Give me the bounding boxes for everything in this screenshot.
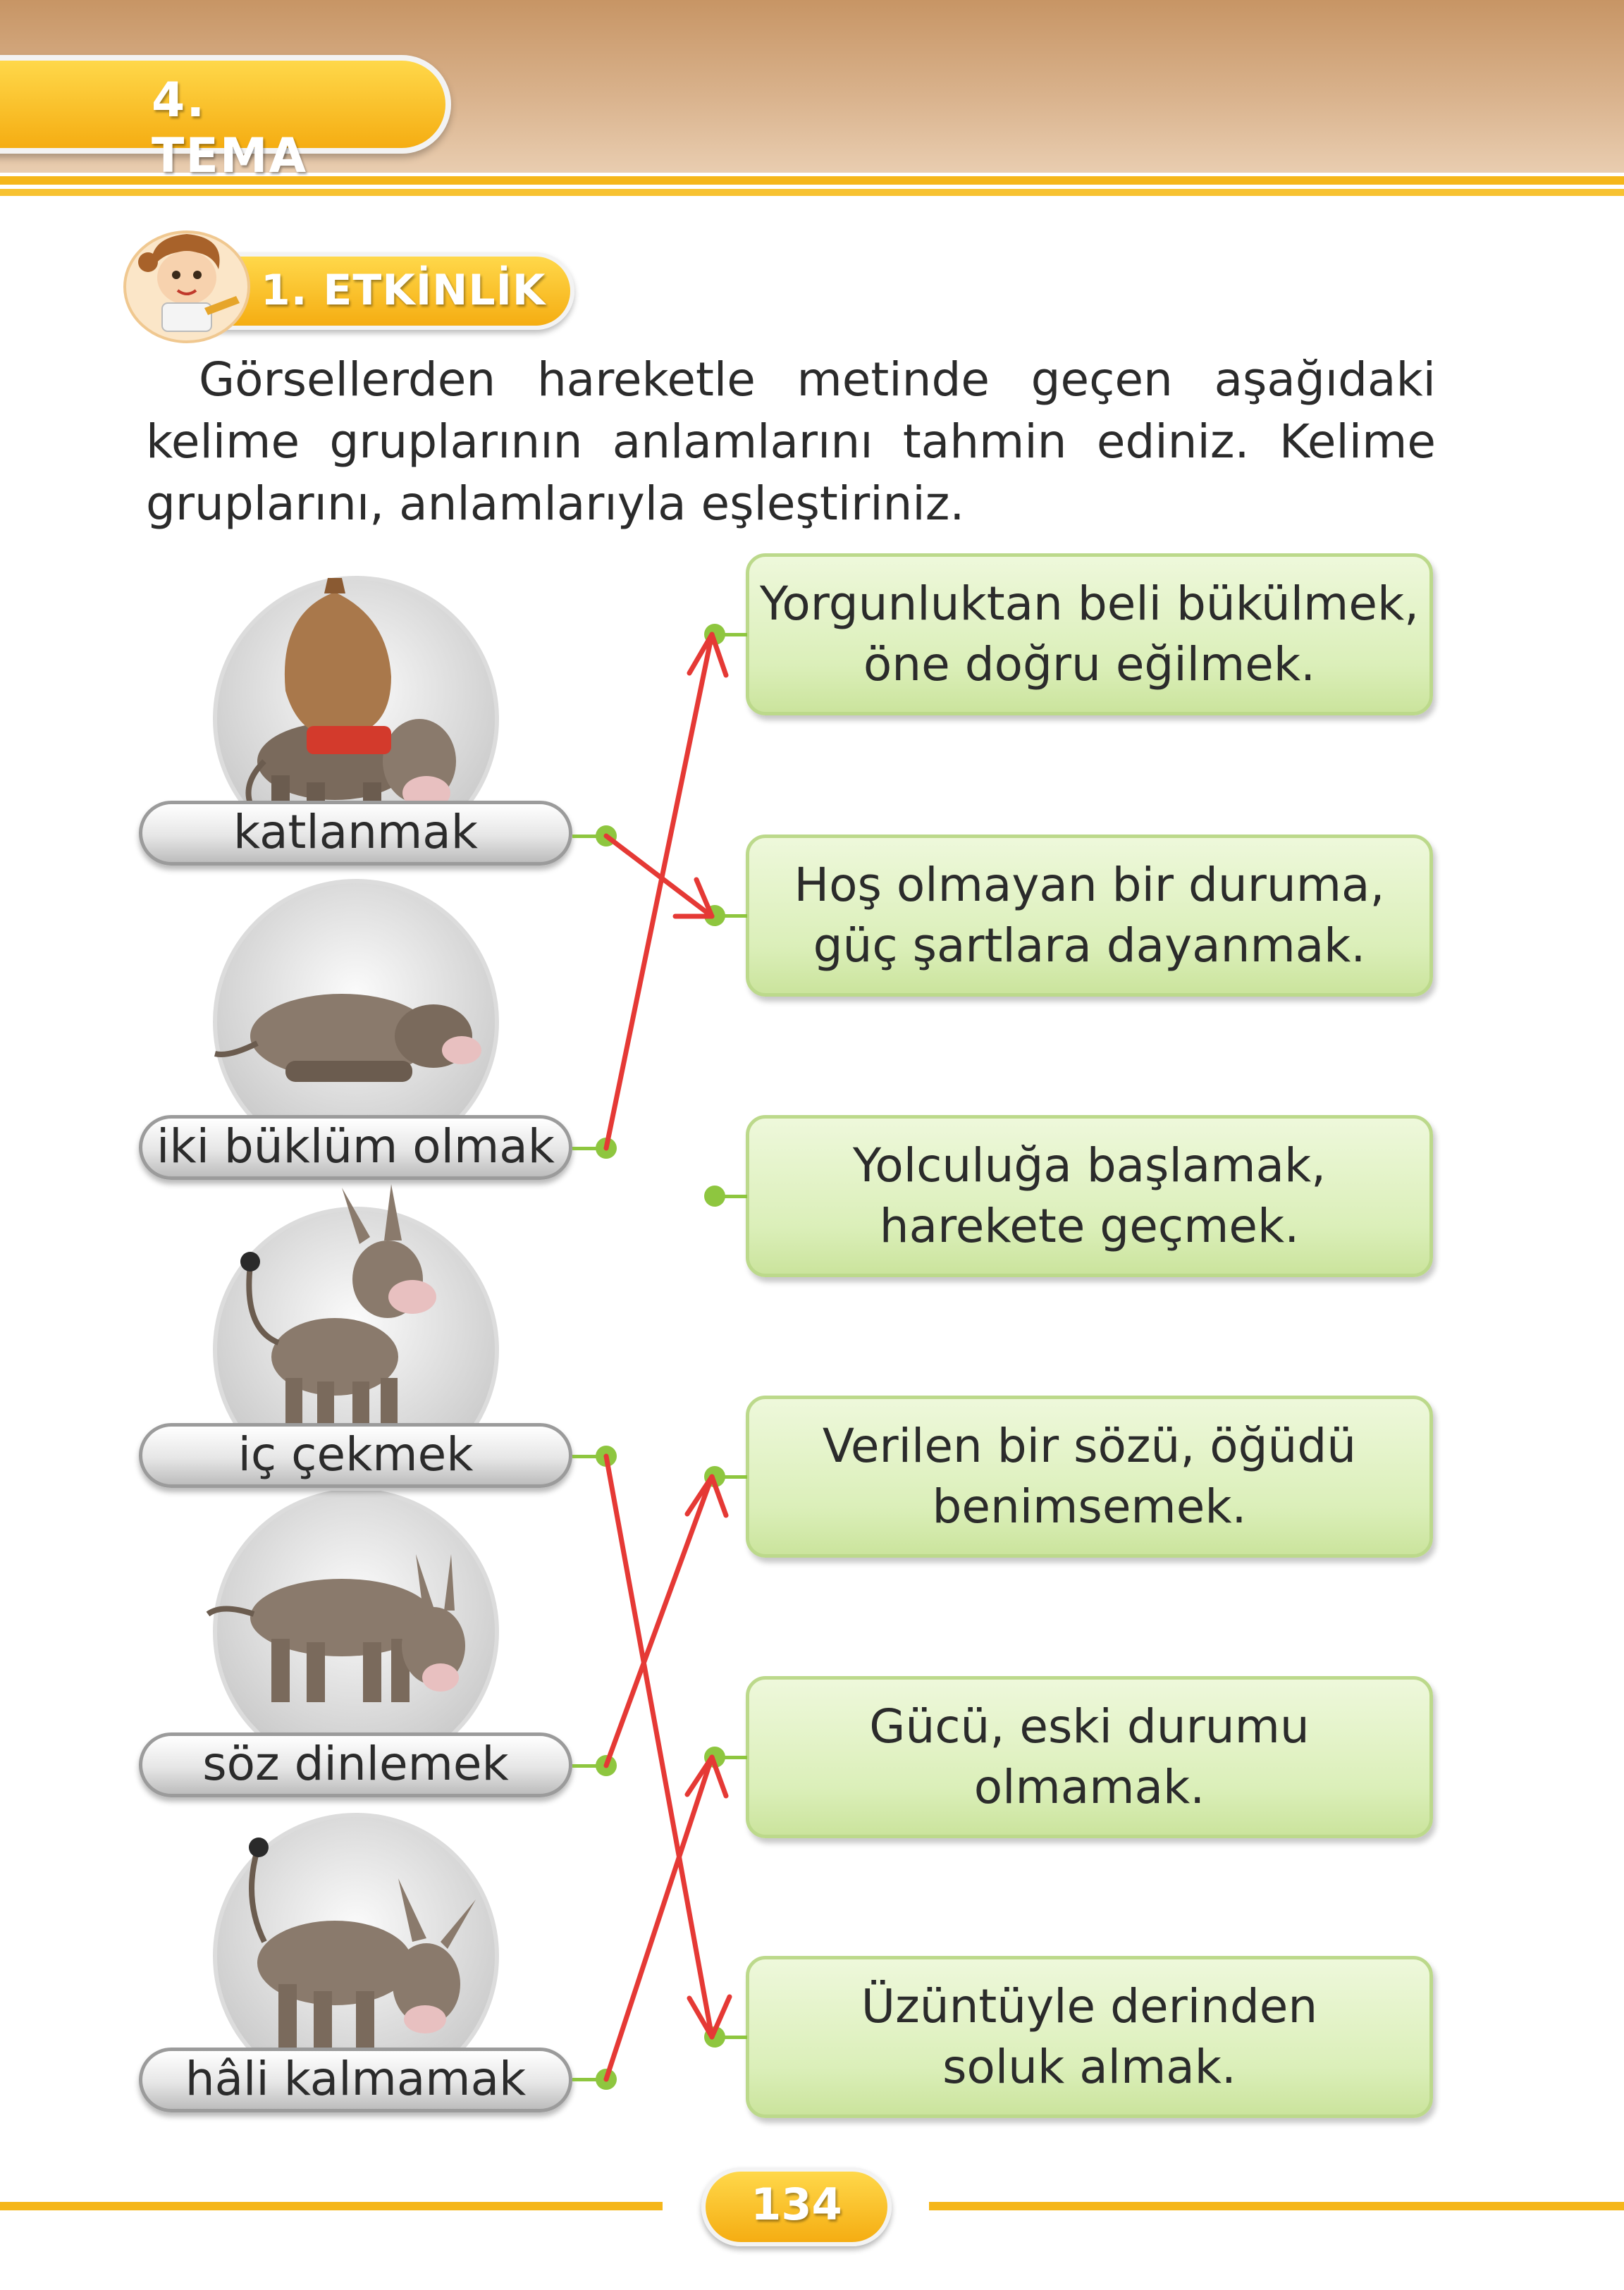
definition-line: Verilen bir sözü, öğüdü — [822, 1419, 1357, 1473]
term-katlanmak: katlanmak — [139, 801, 572, 866]
definition-line: Yolculuğa başlamak, — [852, 1138, 1327, 1193]
footer-rule — [929, 2202, 1624, 2210]
page-number: 134 — [751, 2179, 842, 2230]
definition-line: Yorgunluktan beli bükülmek, — [759, 577, 1420, 631]
term-iki-buklum-olmak: iki büklüm olmak — [139, 1115, 572, 1180]
definition-line: harekete geçmek. — [879, 1199, 1300, 1253]
theme-label: 4. TEMA — [152, 73, 308, 184]
definition-line: Hoş olmayan bir duruma, — [794, 858, 1385, 912]
definition-line: soluk almak. — [942, 2040, 1236, 2094]
answer-line — [606, 1456, 712, 2037]
instructions-text: Görsellerden hareketle metinde geçen aşağıdaki kelime gruplarının anlamlarını tahmin ediniz. Kelime gruplarını, anlamlarıyla eşleştiriniz. — [146, 352, 1436, 531]
definition-line: Üzüntüyle derinden — [861, 1979, 1318, 2033]
answer-line — [606, 634, 712, 1148]
definition-line: benimsemek. — [932, 1479, 1247, 1534]
activity-title: 1. ETKİNLİK — [261, 266, 546, 315]
answer-line — [606, 1477, 712, 1766]
definition-line: Gücü, eski durumu — [869, 1699, 1310, 1754]
definition-line: güç şartlara dayanmak. — [813, 918, 1366, 973]
answer-line — [606, 836, 712, 916]
definition-line: öne doğru eğilmek. — [863, 637, 1316, 691]
answer-line — [606, 1757, 712, 2079]
term-hali-kalmamak: hâli kalmamak — [139, 2048, 572, 2112]
term-ic-cekmek: iç çekmek — [139, 1423, 572, 1488]
term-soz-dinlemek: söz dinlemek — [139, 1732, 572, 1797]
definition-line: olmamak. — [973, 1760, 1205, 1814]
footer-rule — [0, 2202, 663, 2210]
